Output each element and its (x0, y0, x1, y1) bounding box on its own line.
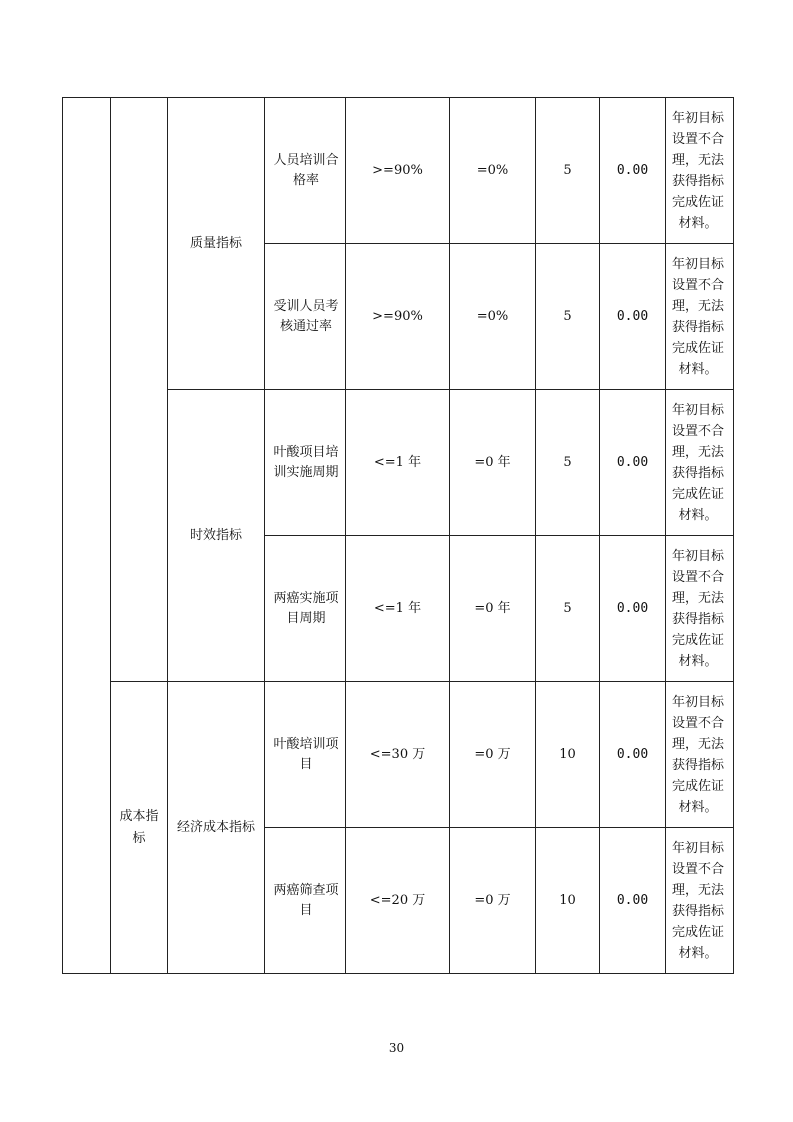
indicator-name: 两癌实施项目周期 (265, 536, 346, 682)
score-value: 0.00 (600, 390, 666, 536)
target-value: <=1 年 (346, 536, 450, 682)
actual-value: =0 年 (450, 390, 536, 536)
actual-value: =0% (450, 98, 536, 244)
timeliness-indicator-group: 时效指标 (168, 390, 265, 682)
performance-indicator-table (62, 97, 734, 974)
table-row (63, 682, 734, 828)
score-value: 0.00 (600, 244, 666, 390)
weight-value: 10 (536, 682, 600, 828)
weight-value: 5 (536, 536, 600, 682)
deviation-note: 年初目标设置不合理，无法获得指标完成佐证材料。 (666, 828, 734, 974)
indicator-name: 叶酸培训项目 (265, 682, 346, 828)
actual-value: =0% (450, 244, 536, 390)
blank-level1-cell (63, 98, 111, 974)
target-value: <=20 万 (346, 828, 450, 974)
score-value: 0.00 (600, 828, 666, 974)
table-row (63, 98, 734, 244)
weight-value: 5 (536, 98, 600, 244)
deviation-note: 年初目标设置不合理，无法获得指标完成佐证材料。 (666, 390, 734, 536)
deviation-note: 年初目标设置不合理，无法获得指标完成佐证材料。 (666, 536, 734, 682)
indicator-name: 受训人员考核通过率 (265, 244, 346, 390)
score-value: 0.00 (600, 98, 666, 244)
weight-value: 5 (536, 244, 600, 390)
indicator-name: 叶酸项目培训实施周期 (265, 390, 346, 536)
target-value: >=90% (346, 98, 450, 244)
deviation-note: 年初目标设置不合理，无法获得指标完成佐证材料。 (666, 244, 734, 390)
deviation-note: 年初目标设置不合理，无法获得指标完成佐证材料。 (666, 98, 734, 244)
deviation-note: 年初目标设置不合理，无法获得指标完成佐证材料。 (666, 682, 734, 828)
score-value: 0.00 (600, 536, 666, 682)
quality-indicator-group: 质量指标 (168, 98, 265, 390)
weight-value: 10 (536, 828, 600, 974)
indicator-name: 两癌筛查项目 (265, 828, 346, 974)
indicator-name: 人员培训合格率 (265, 98, 346, 244)
actual-value: =0 万 (450, 828, 536, 974)
target-value: <=1 年 (346, 390, 450, 536)
economic-cost-indicator-group: 经济成本指标 (168, 682, 265, 974)
weight-value: 5 (536, 390, 600, 536)
score-value: 0.00 (600, 682, 666, 828)
target-value: >=90% (346, 244, 450, 390)
blank-level2-cell (111, 98, 168, 682)
actual-value: =0 年 (450, 536, 536, 682)
actual-value: =0 万 (450, 682, 536, 828)
cost-indicator-group: 成本指标 (111, 682, 168, 974)
page-number: 30 (388, 1041, 405, 1055)
target-value: <=30 万 (346, 682, 450, 828)
